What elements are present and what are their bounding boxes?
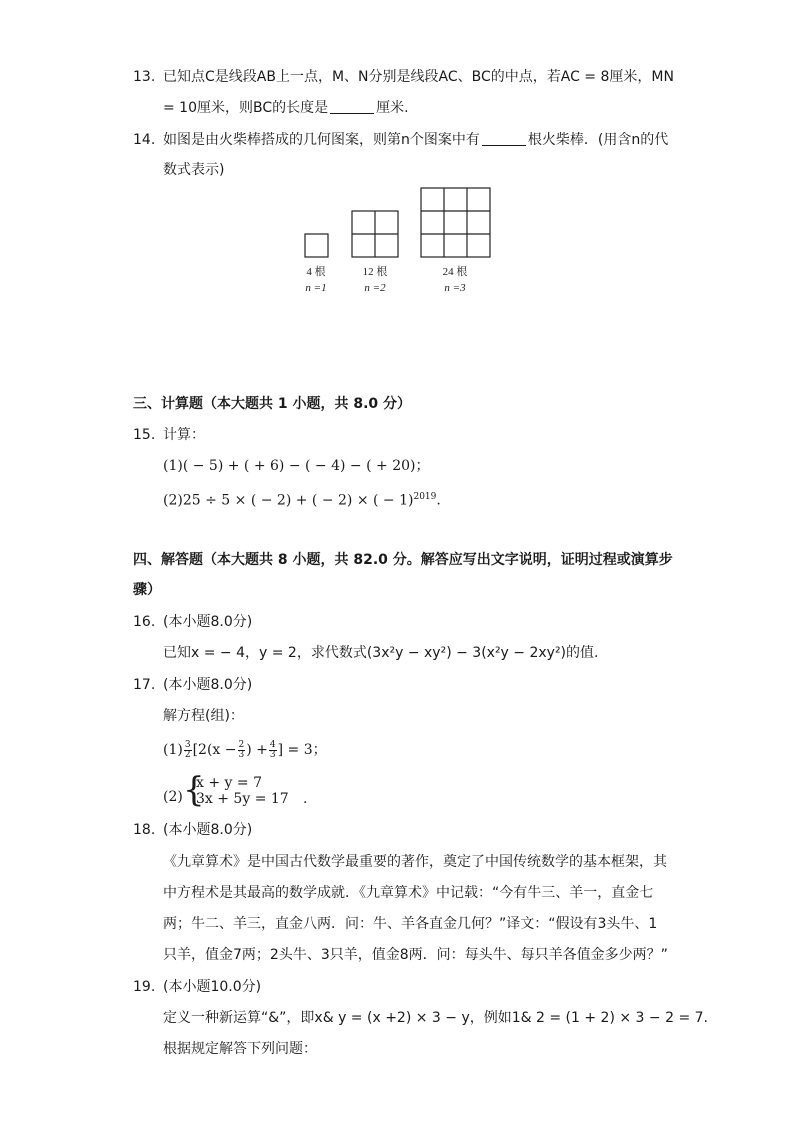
pattern-3-n: n =3 (444, 282, 466, 294)
section4-heading-line2: 骤） (133, 582, 161, 598)
q15-title: 计算： (163, 427, 205, 443)
q13-text-1: 已知点C是线段AB上一点，M、N分别是线段AC、BC的中点，若AC = 8厘米，MN (163, 69, 674, 85)
q16-body: 已知x = − 4，y = 2，求代数式(3x²y − xy²) − 3(x²y − 2xy²)的值. (163, 645, 599, 661)
q19-header (133, 977, 261, 997)
q17-part1-mid: [2(x − (192, 742, 237, 758)
q17-header (133, 675, 252, 695)
q13-number: 13. (133, 69, 156, 85)
q19-line1: 定义一种新运算“&”，即x& y = (x +2) × 3 − y，例如1& 2 = (1 + 2) × 3 − 2 = 7. (163, 1010, 708, 1026)
q19-line2: 根据规定解答下列问题： (163, 1041, 317, 1057)
answer-blank[interactable] (330, 99, 374, 114)
q18-number: 18. (133, 822, 156, 838)
fraction (184, 741, 192, 760)
q13-line1 (133, 67, 674, 87)
pattern-1-n: n =1 (305, 282, 327, 294)
q17-number: 17. (133, 677, 156, 693)
q15-part2-exponent: 2019 (413, 492, 437, 502)
q16-number: 16. (133, 614, 156, 630)
q18-line: 只羊，值金7两；2头牛、3只羊，值金8两．问：每头牛、每只羊各值金多少两？” (163, 947, 668, 963)
pattern-1-square (305, 234, 328, 257)
q14-text-1a: 如图是由火柴棒搭成的几何图案，则第n个图案中有 (163, 132, 480, 148)
q17-points: (本小题8.0分) (163, 677, 253, 693)
fraction (269, 741, 277, 760)
q14-line1 (133, 130, 668, 150)
system-brace-icon: { (183, 770, 205, 810)
q18-line: 中方程术是其最高的数学成就．《九章算术》中记载：“今有牛三、羊一，直金七 (163, 885, 654, 901)
fraction-numerator: 3 (184, 739, 191, 750)
q17-part2-prefix: (2) (163, 789, 183, 805)
pattern-2-n: n =2 (364, 282, 386, 294)
q14-text-2: 数式表示) (163, 162, 225, 178)
q15-number: 15. (133, 427, 156, 443)
q17-part1 (163, 738, 327, 762)
q18-line: 两；牛二、羊三，直金八两．问：牛、羊各直金几何？”译文：“假设有3头牛、1 (163, 916, 658, 932)
fraction-numerator: 2 (238, 739, 245, 750)
pattern-2-count: 12 根 (362, 266, 388, 278)
matchstick-figure (290, 180, 510, 300)
q17-part1-prefix: (1) (163, 742, 183, 758)
q16-header (133, 612, 252, 632)
fraction-denominator: 3 (238, 749, 245, 760)
q18-line: 《九章算术》是中国古代数学最重要的著作，奠定了中国传统数学的基本框架，其 (163, 854, 667, 870)
q15-part2-expr: (2)25 ÷ 5 × ( − 2) + ( − 2) × ( − 1) (163, 492, 414, 509)
answer-blank[interactable] (482, 131, 526, 146)
q14-text-1b: 根火柴棒．(用含n的代 (527, 132, 669, 148)
q16-points: (本小题8.0分) (163, 614, 253, 630)
section4-heading-line1: 四、解答题（本大题共 8 小题，共 82.0 分。解答应写出文字说明，证明过程或演算步 (133, 552, 673, 568)
q14-line2 (163, 160, 224, 180)
q15-part2 (163, 487, 441, 511)
q17-title: 解方程(组)： (163, 708, 244, 724)
fraction (238, 741, 246, 760)
pattern-2-grid (352, 211, 398, 257)
q13-text-2b: 厘米. (376, 100, 409, 116)
q13-text-2a: = 10厘米，则BC的长度是 (163, 100, 329, 116)
fraction-denominator: 2 (184, 749, 191, 760)
pattern-3-count: 24 根 (442, 266, 468, 278)
pattern-3-grid (421, 188, 490, 257)
q18-header (133, 820, 252, 840)
q15-part2-end: . (436, 492, 441, 509)
q17-part2-end: . (303, 791, 308, 807)
fraction-numerator: 4 (269, 739, 276, 750)
q18-points: (本小题8.0分) (163, 822, 253, 838)
q17-part1-end: ] = 3； (277, 742, 327, 758)
q17-part2-eq1: x + y = 7 (196, 775, 262, 791)
q19-points: (本小题10.0分) (163, 979, 262, 995)
section3-heading: 三、计算题（本大题共 1 小题，共 8.0 分） (133, 396, 412, 412)
fraction-denominator: 3 (269, 749, 276, 760)
q17-part2-eq2: 3x + 5y = 17 (196, 791, 289, 807)
q15-part1: (1)( − 5) + ( + 6) − ( − 4) − ( + 20)； (163, 458, 430, 474)
q14-number: 14. (133, 132, 156, 148)
pattern-1-count: 4 根 (306, 266, 326, 278)
q13-line2 (163, 98, 409, 118)
q19-number: 19. (133, 979, 156, 995)
q15-title-line (133, 425, 205, 445)
q17-part1-mid2: ) + (246, 742, 268, 758)
